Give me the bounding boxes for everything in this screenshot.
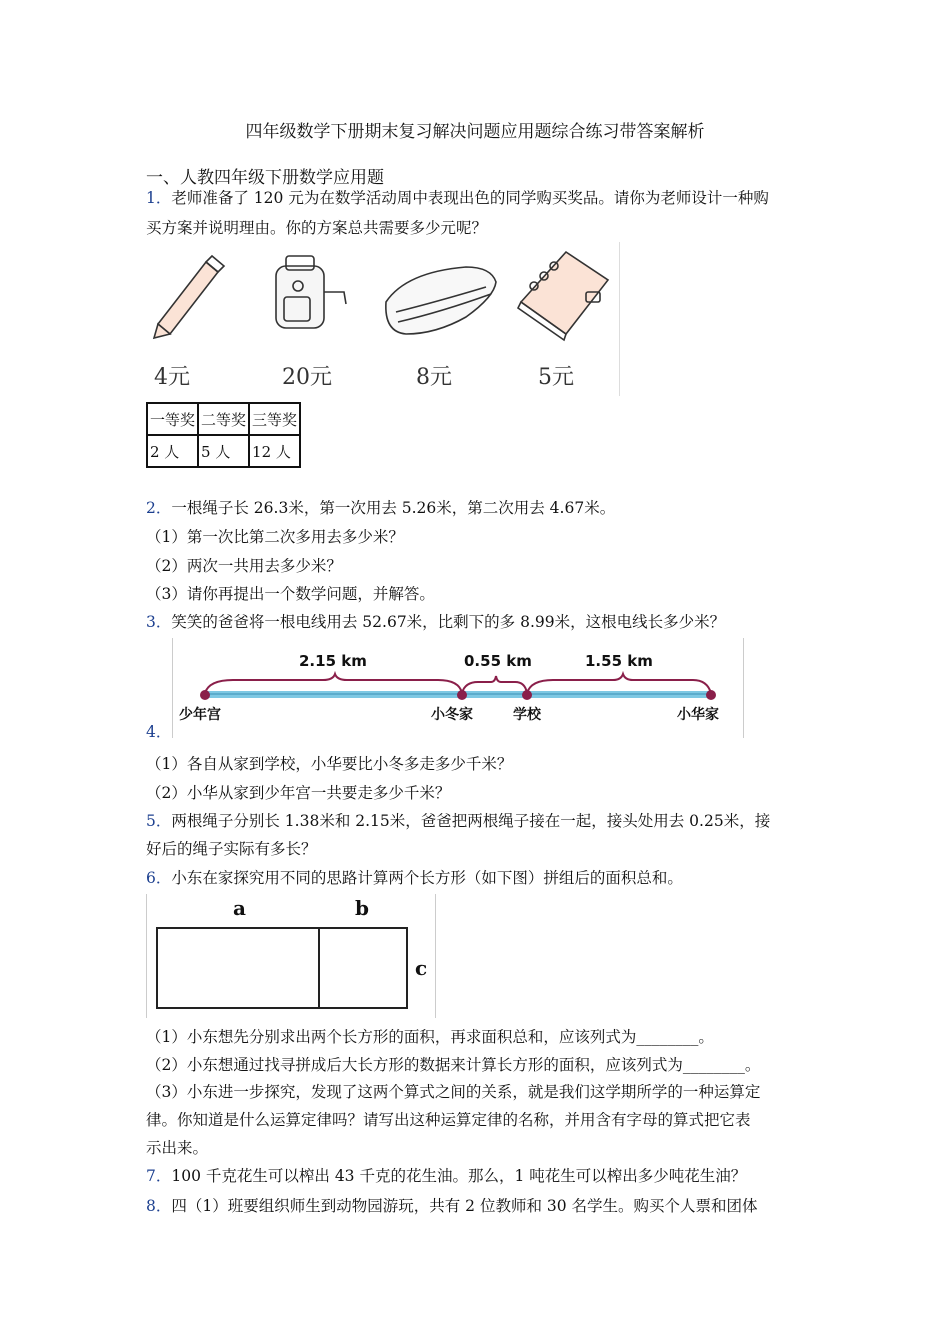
segment-brace-3: [527, 674, 711, 693]
question-8: [146, 1196, 758, 1216]
route-diagram: [172, 638, 744, 738]
table-header: 一等奖: [147, 403, 198, 435]
pencil-sharpener-icon: [276, 256, 346, 328]
place-label: 小华家: [677, 707, 719, 723]
rectangle-b: [319, 928, 407, 1008]
table-header: 二等奖: [198, 403, 249, 435]
question-4: [146, 722, 171, 742]
question-text: 两根绳子分别长 1.38米和 2.15米，爸爸把两根绳子接在一起，接头处用去 0.25米，接: [171, 812, 771, 830]
question-number: 1．: [146, 189, 172, 207]
question-4-sub2: （2）小华从家到少年宫一共要走多少千米？: [146, 784, 451, 802]
place-dot: [706, 690, 716, 700]
notebook-icon: [518, 252, 608, 340]
question-number: 6．: [146, 869, 172, 887]
place-label: 学校: [513, 707, 541, 723]
question-6-sub3-line1: （3）小东进一步探究，发现了这两个算式之间的关系，就是我们这学期所学的一种运算定: [146, 1083, 761, 1101]
prize-items-figure: [146, 242, 620, 396]
question-4-sub1: （1）各自从家到学校，小华要比小冬多走多少千米？: [146, 755, 513, 773]
question-7: [146, 1166, 746, 1186]
label-a: a: [233, 896, 246, 920]
price-pencil-case: 8元: [416, 365, 452, 390]
question-3: [146, 612, 725, 632]
question-number: 7．: [146, 1167, 172, 1185]
table-cell: 2 人: [147, 435, 198, 467]
table-row: [147, 403, 300, 435]
document-title: 四年级数学下册期末复习解决问题应用题综合练习带答案解析: [245, 122, 705, 142]
section-title: 一、人教四年级下册数学应用题: [146, 168, 384, 188]
place-dot: [457, 690, 467, 700]
question-1: [146, 188, 769, 208]
question-2-sub2: （2）两次一共用去多少米？: [146, 557, 342, 575]
table-row: [147, 435, 300, 467]
question-number: 8．: [146, 1197, 172, 1215]
question-2-sub3: （3）请你再提出一个数学问题，并解答。: [146, 585, 435, 603]
label-b: b: [355, 896, 369, 920]
table-cell: 12 人: [249, 435, 300, 467]
question-number: 3．: [146, 613, 172, 631]
prize-table: [146, 402, 301, 468]
price-pencil: 4元: [154, 365, 190, 390]
place-label: 小冬家: [431, 707, 473, 723]
question-number: 2．: [146, 499, 172, 517]
table-cell: 5 人: [198, 435, 249, 467]
question-5-line2: 好后的绳子实际有多长？: [146, 840, 317, 858]
question-text: 老师准备了 120 元为在数学活动周中表现出色的同学购买奖品。请你为老师设计一种购: [171, 189, 769, 207]
question-number: 4．: [146, 723, 172, 741]
segment-label: 1.55 km: [585, 652, 653, 670]
segment-label: 2.15 km: [299, 652, 367, 670]
question-6-sub1: （1）小东想先分别求出两个长方形的面积，再求面积总和，应该列式为________。: [146, 1028, 714, 1046]
table-header: 三等奖: [249, 403, 300, 435]
question-number: 5．: [146, 812, 172, 830]
question-6-sub3-line3: 示出来。: [146, 1139, 209, 1157]
segment-brace-1: [205, 674, 462, 693]
question-text: 小东在家探究用不同的思路计算两个长方形（如下图）拼组后的面积总和。: [171, 869, 683, 887]
rectangle-a: [157, 928, 319, 1008]
question-2: [146, 498, 615, 518]
question-text: 100 千克花生可以榨出 43 千克的花生油。那么，1 吨花生可以榨出多少吨花生油？: [171, 1167, 747, 1185]
question-6-sub2: （2）小东想通过找寻拼成后大长方形的数据来计算长方形的面积，应该列式为________。: [146, 1056, 761, 1074]
place-dot: [200, 690, 210, 700]
question-6: [146, 868, 683, 888]
price-notebook: 5元: [538, 365, 574, 390]
segment-brace-2: [462, 676, 527, 693]
pencil-icon: [154, 256, 224, 338]
place-dot: [522, 690, 532, 700]
question-text: 一根绳子长 26.3米，第一次用去 5.26米，第二次用去 4.67米。: [171, 499, 616, 517]
question-2-sub1: （1）第一次比第二次多用去多少米？: [146, 528, 404, 546]
question-1-line2: 买方案并说明理由。你的方案总共需要多少元呢？: [146, 219, 488, 237]
pencil-case-icon: [386, 267, 496, 334]
question-6-sub3-line2: 律。你知道是什么运算定律吗？请写出这种运算定律的名称，并用含有字母的算式把它表: [146, 1111, 751, 1129]
question-text: 笑笑的爸爸将一根电线用去 52.67米，比剩下的多 8.99米，这根电线长多少米？: [171, 613, 726, 631]
segment-label: 0.55 km: [464, 652, 532, 670]
question-5: [146, 811, 770, 831]
price-sharpener: 20元: [282, 365, 332, 390]
rectangles-figure: [146, 894, 436, 1018]
question-text: 四（1）班要组织师生到动物园游玩，共有 2 位教师和 30 名学生。购买个人票和团体: [171, 1197, 758, 1215]
place-label: 少年宫: [179, 707, 221, 723]
label-c: c: [415, 956, 428, 980]
